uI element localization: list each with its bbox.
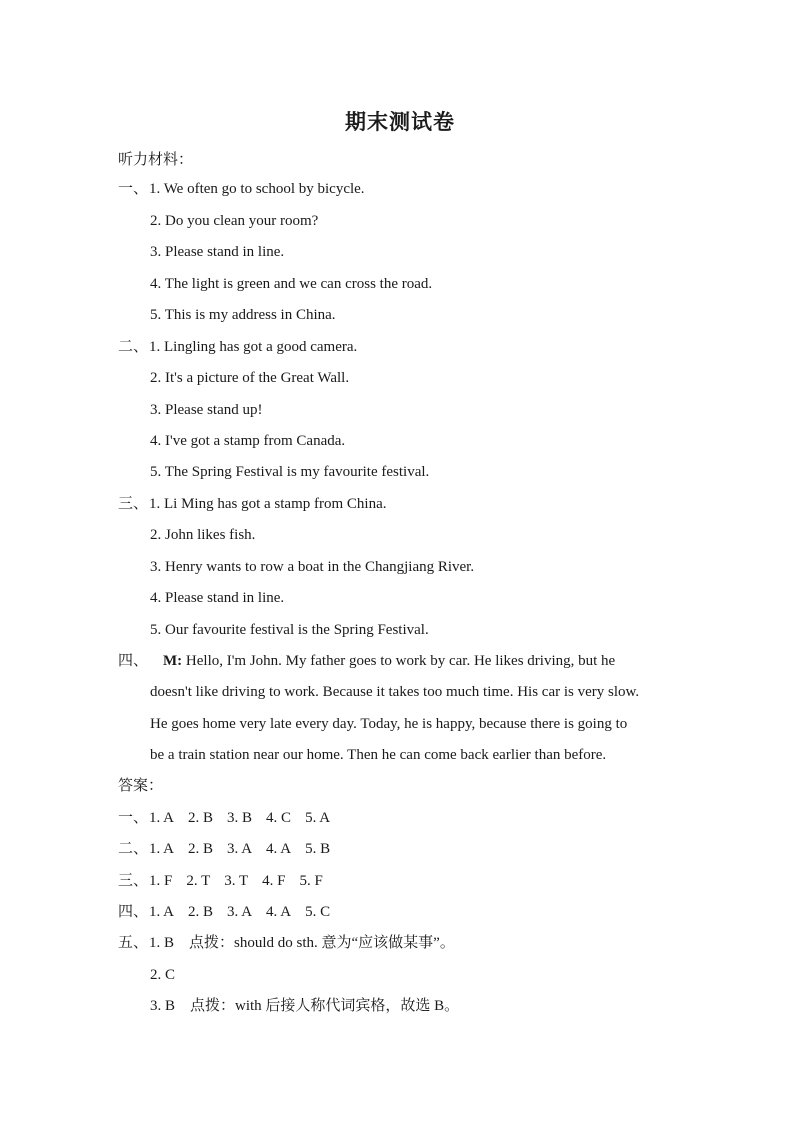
section-number: 二、 (118, 339, 149, 355)
section-3-item-3: 3. Henry wants to row a boat in the Changjiang River. (150, 559, 475, 575)
answer-row-2: 二、1. A 2. B 3. A 4. A 5. B (118, 841, 331, 857)
answer-row-3: 三、1. F 2. T 3. T 4. F 5. F (118, 873, 323, 889)
answer-row-5-line-3: 3. B 点拨：with 后接人称代词宾格，故选 B。 (150, 998, 460, 1014)
speaker-label: M: (163, 653, 183, 669)
section-1-item-1: 一、1. We often go to school by bicycle. (118, 181, 365, 197)
answer-row-5-line-1: 五、1. B 点拨：should do sth. 意为“应该做某事”。 (118, 935, 455, 951)
section-1-item-3: 3. Please stand in line. (150, 244, 285, 260)
section-1-item-4: 4. The light is green and we can cross the road. (150, 276, 433, 292)
section-3-item-2: 2. John likes fish. (150, 527, 256, 543)
section-2-item-1: 二、1. Lingling has got a good camera. (118, 339, 358, 355)
section-4-line-2: doesn't like driving to work. Because it takes too much time. His car is very slow. (150, 684, 640, 700)
section-3-item-4: 4. Please stand in line. (150, 590, 285, 606)
answers-header: 答案： (118, 778, 164, 794)
section-number: 一、 (118, 181, 149, 197)
section-3-item-5: 5. Our favourite festival is the Spring Festival. (150, 622, 429, 638)
section-4-line-3: He goes home very late every day. Today, he is happy, because there is going to (150, 716, 628, 732)
section-2-item-4: 4. I've got a stamp from Canada. (150, 433, 346, 449)
answer-row-5-line-2: 2. C (150, 967, 176, 983)
page-title: 期末测试卷 (345, 109, 455, 134)
section-2-item-3: 3. Please stand up! (150, 402, 263, 418)
section-number: 四、 (118, 653, 149, 669)
listening-header: 听力材料： (118, 152, 194, 168)
section-1-item-2: 2. Do you clean your room? (150, 213, 319, 229)
section-4-line-4: be a train station near our home. Then he can come back earlier than before. (150, 747, 607, 763)
section-2-item-5: 5. The Spring Festival is my favourite festival. (150, 464, 430, 480)
section-3-item-1: 三、1. Li Ming has got a stamp from China. (118, 496, 387, 512)
section-number: 三、 (118, 496, 149, 512)
section-2-item-2: 2. It's a picture of the Great Wall. (150, 370, 350, 386)
answer-row-4: 四、1. A 2. B 3. A 4. A 5. C (118, 904, 331, 920)
section-1-item-5: 5. This is my address in China. (150, 307, 336, 323)
section-4-line-1: 四、 M: Hello, I'm John. My father goes to work by car. He likes driving, but he (118, 653, 616, 669)
answer-row-1: 一、1. A 2. B 3. B 4. C 5. A (118, 810, 331, 826)
